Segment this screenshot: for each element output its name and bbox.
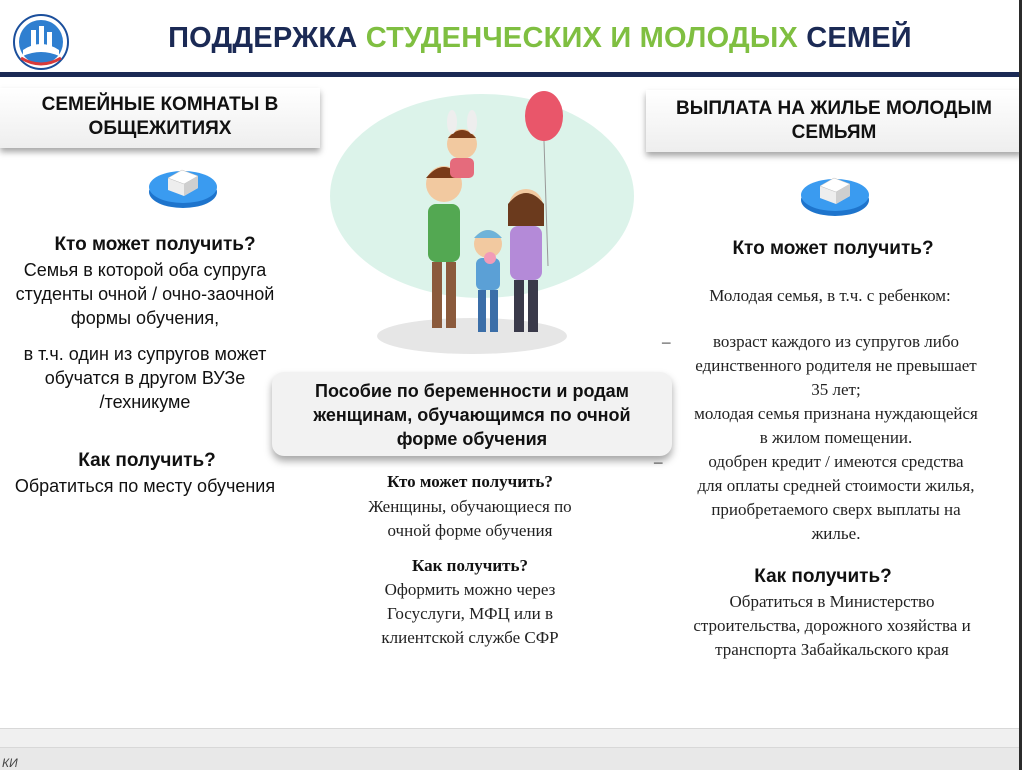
house-icon (798, 168, 872, 223)
center-how-text: Оформить можно через Госуслуги, МФЦ или в клиентской службе СФР (381, 580, 559, 647)
right-bullet-1: – возраст каждого из супругов либо единственного родителя не превышает 35 лет; (662, 332, 977, 399)
right-panel-heading: ВЫПЛАТА НА ЖИЛЬЕ МОЛОДЫМ СЕМЬЯМ (646, 90, 1022, 152)
left-how-title: Как получить? (78, 450, 216, 471)
right-who-title: Кто может получить? (732, 238, 934, 259)
footer-text: КИ (2, 756, 18, 770)
left-how-text: Обратиться по месту обучения (14, 476, 276, 496)
right-bullet-2: молодая семья признана нуждающейся в жилом помещении. (694, 404, 978, 447)
center-how-title: Как получить? (412, 556, 528, 575)
center-who-text: Женщины, обучающиеся по очной форме обучения (368, 497, 572, 540)
left-who-title: Кто может получить? (54, 234, 256, 255)
status-bar (0, 748, 1022, 770)
maternity-benefit-heading: Пособие по беременности и родам женщинам, обучающимся по очной форме обучения (272, 372, 672, 456)
footer-bar (0, 728, 1022, 748)
university-logo (13, 14, 69, 70)
left-extra-text: в т.ч. один из супругов может обучатся в другом ВУЗе /техникуме (23, 344, 267, 412)
right-how-text: Обратиться в Министерство строительства, дорожного хозяйства и транспорта Забайкальского края (693, 592, 971, 659)
center-who-title: Кто может получить? (387, 472, 553, 491)
right-bullet-3: – одобрен кредит / имеются средства для оплаты средней стоимости жилья, приобретаемого сверх выплаты на жилье. (654, 452, 975, 543)
house-icon (146, 160, 220, 215)
right-how-title: Как получить? (754, 566, 892, 587)
page-title: ПОДДЕРЖКА СТУДЕНЧЕСКИХ И МОЛОДЫХ СЕМЕЙ (168, 22, 912, 54)
left-who-text: Семья в которой оба супруга студенты очной / очно-заочной формы обучения, (15, 260, 275, 328)
family-illustration (322, 86, 642, 371)
left-panel-heading: СЕМЕЙНЫЕ КОМНАТЫ В ОБЩЕЖИТИЯХ (0, 88, 320, 148)
header-divider (0, 72, 1022, 77)
right-intro: Молодая семья, в т.ч. с ребенком: (709, 286, 951, 305)
